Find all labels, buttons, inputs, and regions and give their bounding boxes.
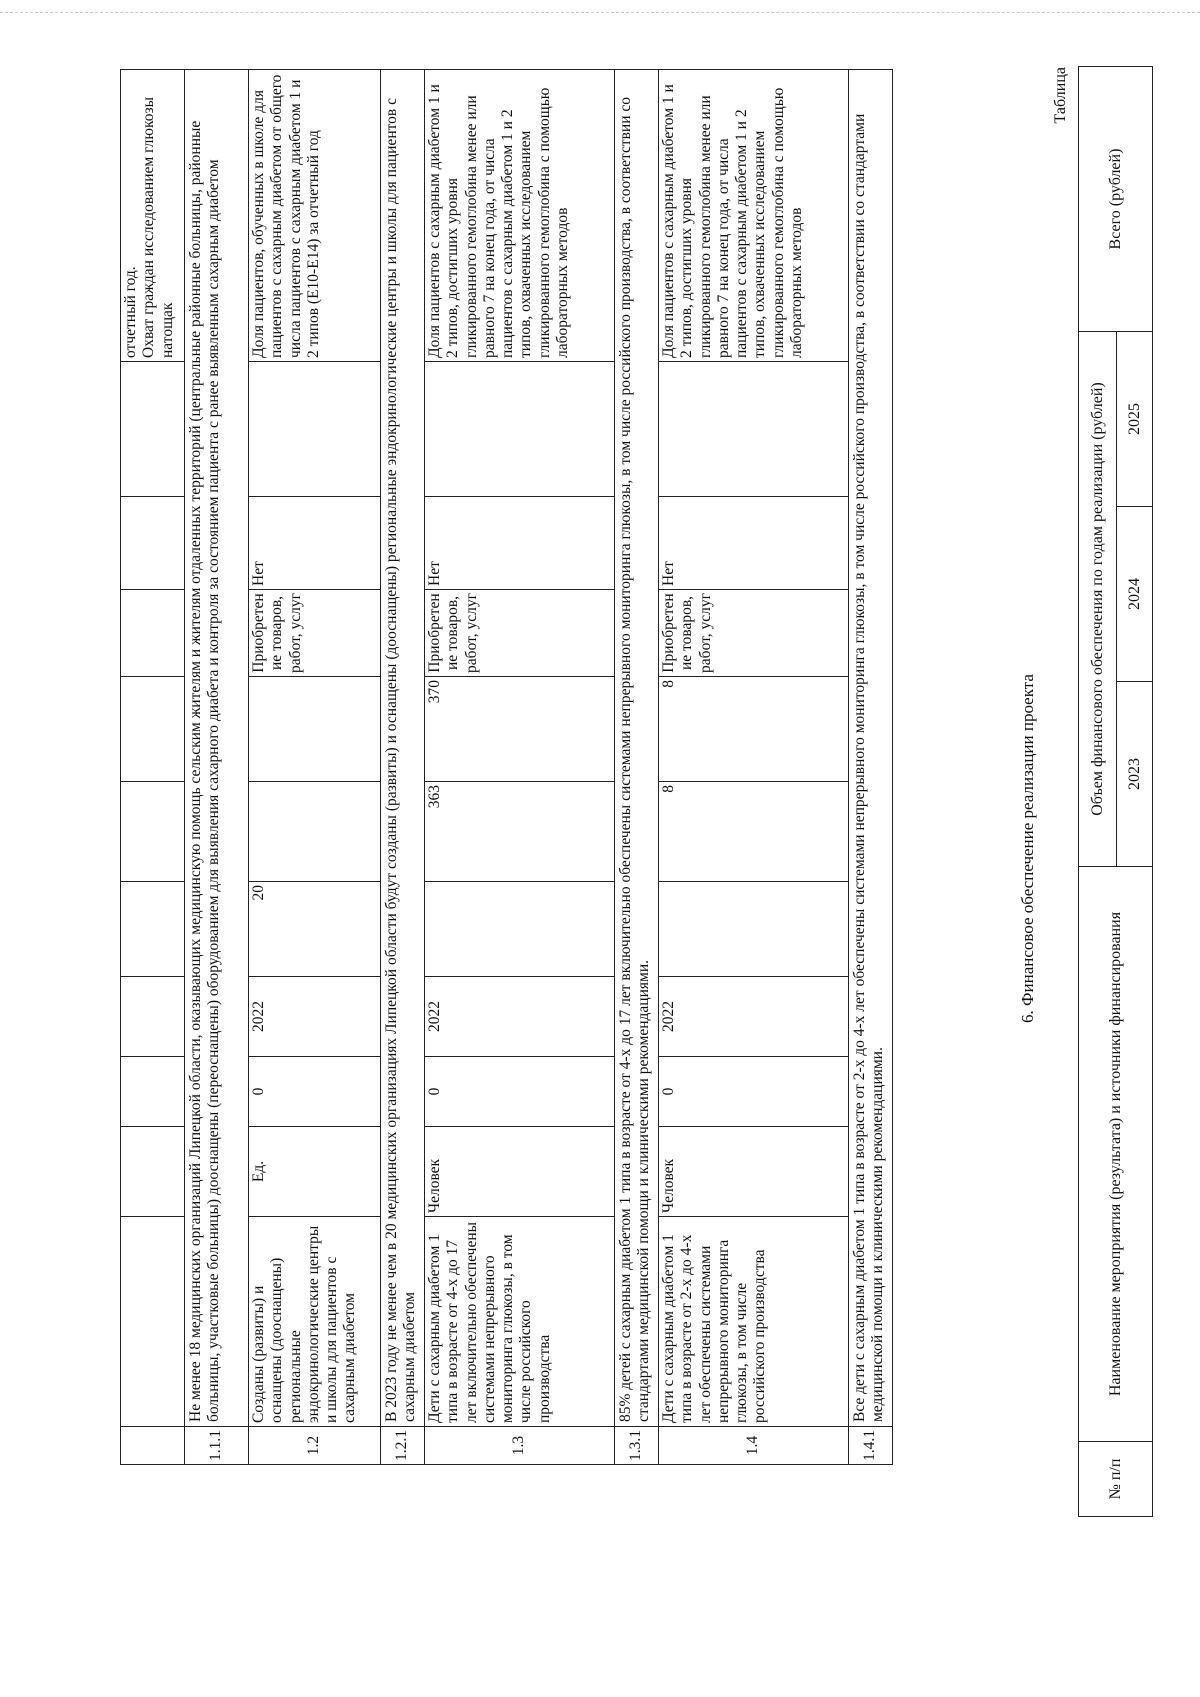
row-number: 1.1.1: [185, 1427, 249, 1465]
value-2025-cell: 370: [425, 677, 615, 782]
row-number: 1.4.1: [849, 1427, 893, 1465]
section-text: Не менее 18 медицинских организаций Липецкой области, оказывающих медицинскую помощь сельским жителям и жителям отдаленных территорий (центральные районные больницы, районные больницы, участковые больницы) дооснащены (переоснащены) оборудованием для выявления сахарного диабета и контроля за состоянием пациента с ранее выявленным сахарным диабетом: [185, 70, 249, 1427]
table-row: [381, 70, 425, 1465]
table-row: [121, 70, 185, 1465]
unit-cell: Ед.: [249, 1127, 381, 1217]
table-row: [615, 70, 659, 1465]
base-value-cell: 0: [659, 1057, 849, 1127]
cell-empty: [121, 590, 185, 677]
row-number: 1.2: [249, 1427, 381, 1465]
indicator-cell: Доля пациентов, обученных в школе для пациентов с сахарным диабетом от общего числа пациентов с сахарным диабетом 1 и 2 типов (E10-E14) за отчетный год: [249, 70, 381, 362]
cell-empty: [121, 1217, 185, 1427]
flag-cell: Нет: [659, 497, 849, 590]
value-2024-cell: 8: [659, 782, 849, 882]
cell-empty: [121, 1127, 185, 1217]
cell-empty: [121, 1427, 185, 1465]
flag-cell: Нет: [425, 497, 615, 590]
base-year-cell: 2022: [659, 977, 849, 1057]
table-row: [185, 70, 249, 1465]
unit-cell: Человек: [425, 1127, 615, 1217]
header-name: Наименование мероприятия (результата) и источники финансирования: [1079, 867, 1153, 1442]
value-2024-cell: 363: [425, 782, 615, 882]
cell-empty: [425, 362, 615, 497]
base-value-cell: 0: [249, 1057, 381, 1127]
base-year-cell: 2022: [249, 977, 381, 1057]
value-2023-cell: [659, 882, 849, 977]
header-total: Всего (рублей): [1079, 67, 1153, 332]
header-year-2024: 2024: [1117, 507, 1153, 682]
result-type-cell: Приобретение товаров, работ, услуг: [659, 590, 849, 677]
table-row: [659, 70, 849, 1465]
result-name: Дети с сахарным диабетом 1 типа в возрасте от 4-х до 17 лет включительно обеспечены системами непрерывного мониторинга глюкозы, в том числе российского производства: [425, 1217, 615, 1427]
unit-cell: Человек: [659, 1127, 849, 1217]
indicator-cell: Доля пациентов с сахарным диабетом 1 и 2 типов, достигших уровня гликированного гемоглобина менее или равного 7 на конец года, от числа пациентов с сахарным диабетом 1 и 2 типов, охваченных исследованием гликированного гемоглобина с помощью лабораторных методов: [425, 70, 615, 362]
indicator-cell: Доля пациентов с сахарным диабетом 1 и 2 типов, достигших уровня гликированного гемоглобина менее или равного 7 на конец года, от числа пациентов с сахарным диабетом 1 и 2 типов, охваченных исследованием гликированного гемоглобина с помощью лабораторных методов: [659, 70, 849, 362]
value-2023-cell: [425, 882, 615, 977]
cell-empty: [659, 362, 849, 497]
section-text: В 2023 году не менее чем в 20 медицинских организациях Липецкой области будут созданы (развиты) и оснащены (дооснащены) региональные эндокринологические центры и школы для пациентов с сахарным диабетом: [381, 70, 425, 1427]
row-number: 1.4: [659, 1427, 849, 1465]
section-title: 6. Финансовое обеспечение реализации проекта: [1018, 674, 1037, 1023]
row-number: 1.3.1: [615, 1427, 659, 1465]
header-year-2025: 2025: [1117, 332, 1153, 507]
result-type-cell: Приобретение товаров, работ, услуг: [249, 590, 381, 677]
table-row: [425, 70, 615, 1465]
header-volume: Объем финансового обеспечения по годам реализации (рублей): [1079, 332, 1117, 867]
result-name: Дети с сахарным диабетом 1 типа в возрасте от 2-х до 4-х лет обеспечены системами непрерывного мониторинга глюкозы, в том числе российского производства: [659, 1217, 849, 1427]
cell-empty: [121, 882, 185, 977]
result-type-cell: Приобретение товаров, работ, услуг: [425, 590, 615, 677]
table-row: [249, 70, 381, 1465]
cell-empty: [121, 677, 185, 782]
financing-table: [1078, 66, 1153, 1517]
cell-empty: [121, 362, 185, 497]
cell-empty: [121, 497, 185, 590]
base-year-cell: 2022: [425, 977, 615, 1057]
table-row: [849, 70, 893, 1465]
indicator-cell: отчетный год. Охват граждан исследованием глюкозы натощак: [121, 70, 185, 362]
cell-empty: [121, 1057, 185, 1127]
cell-empty: [249, 362, 381, 497]
results-table: [120, 69, 893, 1465]
value-2025-cell: [249, 677, 381, 782]
flag-cell: Нет: [249, 497, 381, 590]
table-header-row: [1079, 67, 1117, 1517]
header-num: № п/п: [1079, 1442, 1153, 1517]
table-label: Таблица: [1052, 67, 1069, 124]
section-text: Все дети с сахарным диабетом 1 типа в возрасте от 2-х до 4-х лет обеспечены системами непрерывного мониторинга глюкозы, в том числе российского производства, в соответствии со стандартами медицинской помощи и клиническими рекомендациями.: [849, 70, 893, 1427]
value-2024-cell: [249, 782, 381, 882]
base-value-cell: 0: [425, 1057, 615, 1127]
header-year-2023: 2023: [1117, 682, 1153, 867]
result-name: Созданы (развиты) и оснащены (дооснащены) региональные эндокринологические центры и школы для пациентов с сахарным диабетом: [249, 1217, 381, 1427]
value-2023-cell: 20: [249, 882, 381, 977]
cell-empty: [121, 977, 185, 1057]
section-text: 85% детей с сахарным диабетом 1 типа в возрасте от 4-х до 17 лет включительно обеспечены системами непрерывного мониторинга глюкозы, в том числе российского производства, в соответствии со стандартами медицинской помощи и клиническими рекомендациями.: [615, 70, 659, 1427]
row-number: 1.2.1: [381, 1427, 425, 1465]
row-number: 1.3: [425, 1427, 615, 1465]
cell-empty: [121, 782, 185, 882]
value-2025-cell: 8: [659, 677, 849, 782]
